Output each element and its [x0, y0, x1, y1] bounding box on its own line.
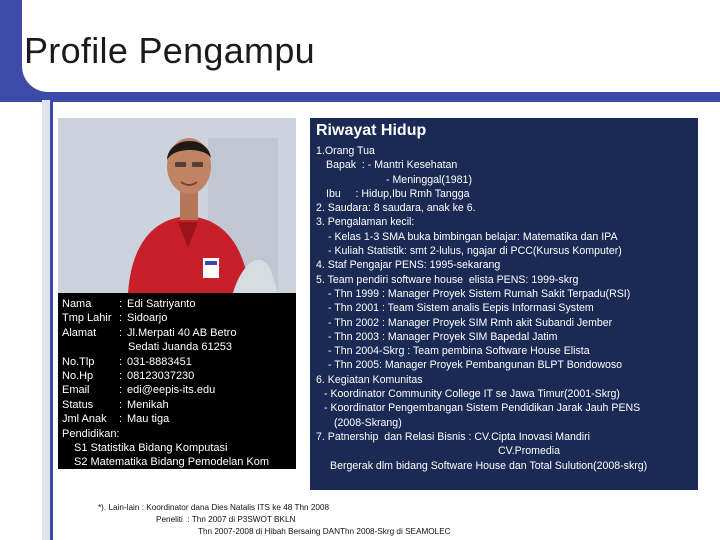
title-underline — [22, 93, 636, 96]
history-line: - Kuliah Statistik: smt 2-lulus, ngajar di PCC(Kursus Komputer) — [328, 245, 622, 258]
footnote-line: Peneliti : Thn 2007 di P3SWOT BKLN — [156, 515, 296, 524]
bio-row-email: Email : edi@eepis-its.edu — [62, 384, 216, 397]
history-line: Bergerak dlm bidang Software House dan Total Sulution(2008-skrg) — [330, 459, 648, 472]
bio-address-line2: Sedati Juanda 61253 — [128, 341, 232, 354]
history-title: Riwayat Hidup — [316, 122, 427, 139]
footnote-line: *). Lain-lain : Koordinator dana Dies Natalis ITS ke 48 Thn 2008 — [98, 503, 330, 512]
history-line: 2. Saudara: 8 saudara, anak ke 6. — [316, 202, 476, 215]
history-line: 7. Patnership dan Relasi Bisnis : CV.Cipta Inovasi Mandiri — [316, 430, 591, 443]
bio-education-label: Pendidikan: — [62, 427, 120, 440]
bio-row-status: Status : Menikah — [62, 398, 169, 411]
bio-row-phone: No.Tlp : 031-8883451 — [62, 355, 192, 368]
history-line: - Thn 2005: Manager Proyek Pembangunan BLPT Bondowoso — [328, 359, 623, 372]
bio-row-mobile: No.Hp : 08123037230 — [62, 370, 195, 383]
bio-row-children: Jml Anak : Mau tiga — [62, 413, 170, 426]
history-line: 1.Orang Tua — [316, 145, 375, 157]
history-line: - Thn 2002 : Manager Proyek SIM Rmh akit Subandi Jember — [328, 316, 613, 329]
bio-education-item: S1 Statistika Bidang Komputasi — [74, 442, 228, 455]
history-line: - Thn 2001 : Team Sistem analis Eepis Informasi System — [328, 302, 594, 315]
history-line: Ibu : Hidup,Ibu Rmh Tangga — [326, 187, 470, 200]
history-line: CV.Promedia — [498, 445, 561, 458]
profile-photo — [58, 118, 296, 293]
history-line: 5. Team pendiri software house elista PENS: 1999-skrg — [316, 273, 579, 286]
history-line: - Koordinator Community College IT se Jawa Timur(2001-Skrg) — [324, 388, 620, 401]
history-line: - Thn 2003 : Manager Proyek SIM Bapedal Jatim — [328, 330, 558, 343]
bio-education-item: S2 Matematika Bidang Pemodelan Kom — [74, 456, 270, 469]
footnote-line: Thn 2007-2008 di Hibah Bersaing DANThn 2008-Skrg di SEAMOLEC — [198, 527, 451, 536]
history-line: - Meninggal(1981) — [386, 173, 472, 186]
history-line: - Kelas 1-3 SMA buka bimbingan belajar: Matematika dan IPA — [328, 230, 618, 243]
history-line: 4. Staf Pengajar PENS: 1995-sekarang — [316, 259, 501, 272]
history-line: - Thn 2004-Skrg : Team pembina Software House Elista — [328, 345, 590, 358]
portrait-illustration-icon — [58, 118, 296, 293]
footnote — [98, 502, 451, 538]
history-line: 3. Pengalaman kecil: — [316, 216, 415, 229]
history-list — [310, 144, 698, 473]
history-panel — [310, 118, 698, 490]
history-line: (2008-Skrang) — [334, 416, 402, 429]
bio-panel — [58, 293, 296, 469]
bio-row-birthplace: Tmp Lahir : Sidoarjo — [62, 312, 168, 325]
history-line: - Thn 1999 : Manager Proyek Sistem Rumah Sakit Terpadu(RSI) — [328, 287, 631, 300]
slide-title: Profile Pengampu — [24, 30, 315, 71]
bio-row-address: Alamat : Jl.Merpati 40 AB Betro — [62, 326, 237, 339]
bio-row-name: Nama : Edi Satriyanto — [62, 298, 196, 310]
history-line: - Koordinator Pengembangan Sistem Pendidikan Jarak Jauh PENS — [324, 402, 641, 415]
left-decor-line — [50, 100, 53, 540]
history-line: Bapak : - Mantri Kesehatan — [326, 159, 458, 172]
history-line: 6. Kegiatan Komunitas — [316, 373, 423, 386]
